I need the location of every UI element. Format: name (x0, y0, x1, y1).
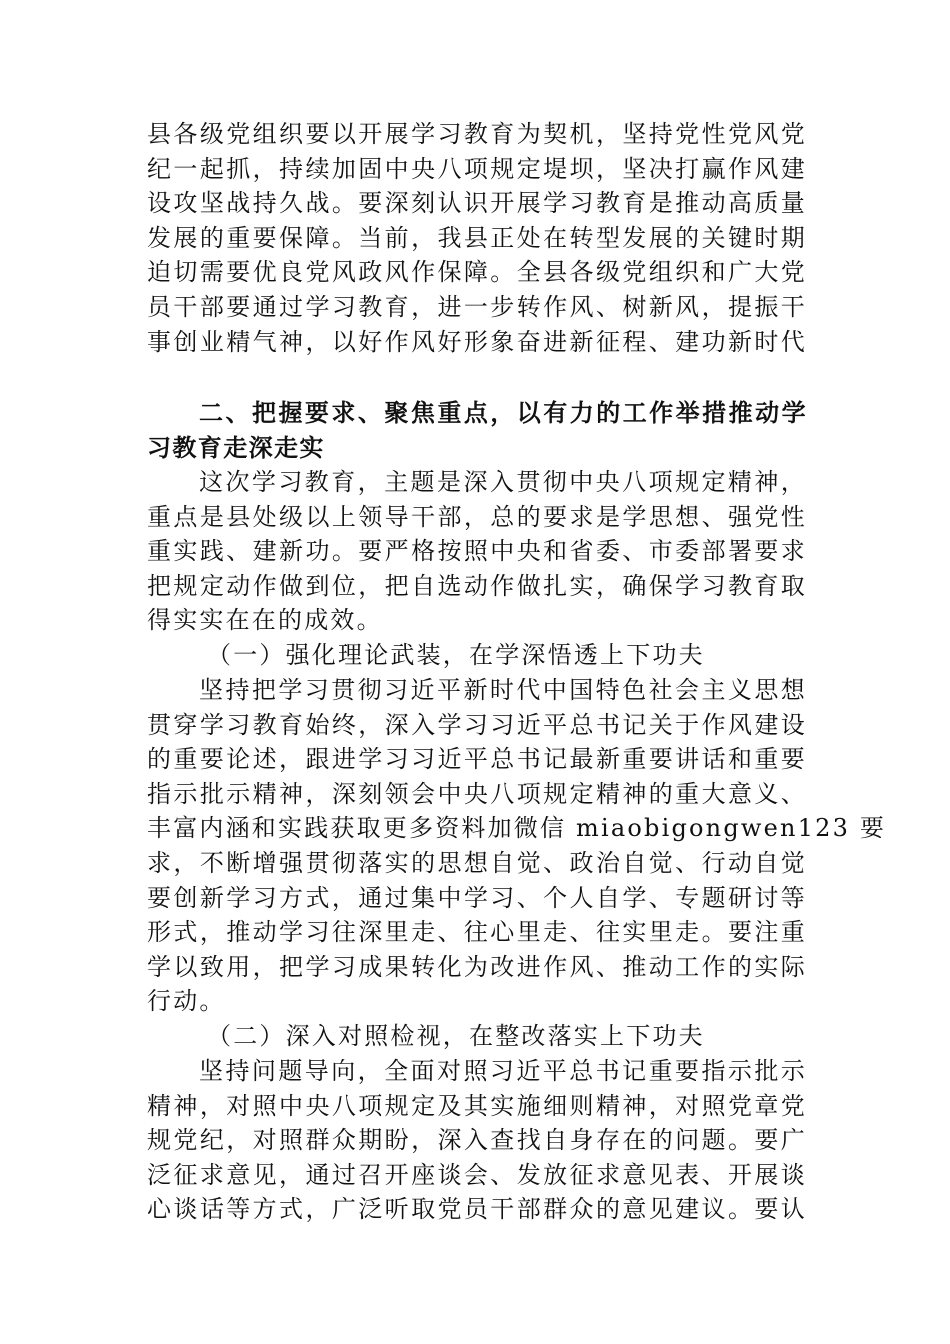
section-heading-2 (147, 396, 807, 465)
text-line: 得实实在在的成效。 (147, 606, 383, 635)
paragraph-requirements (147, 465, 807, 638)
text-line: 重点是县处级以上领导干部，总的要求是学思想、强党性 (147, 502, 807, 531)
subheading-line: （二）深入对照检视，在整改落实上下功夫 (207, 1022, 705, 1050)
subheading-line: （一）强化理论武装，在学深悟透上下功夫 (207, 641, 705, 669)
subheading-1 (147, 638, 807, 673)
text-line: 指示批示精神，深刻领会中央八项规定精神的重大意义、 (147, 779, 807, 808)
text-line: 要创新学习方式，通过集中学习、个人自学、专题研讨等 (147, 883, 807, 912)
text-line: 精神，对照中央八项规定及其实施细则精神，对照党章党 (147, 1091, 807, 1120)
text-line: 心谈话等方式，广泛听取党员干部群众的意见建议。要认 (147, 1195, 807, 1224)
text-line: 形式，推动学习往深里走、往心里走、往实里走。要注重 (147, 918, 807, 947)
text-line: 重实践、建新功。要严格按照中央和省委、市委部署要求 (147, 537, 807, 566)
text-line: 求，不断增强贯彻落实的思想自觉、政治自觉、行动自觉 (147, 848, 807, 877)
text-line: 事创业精气神，以好作风好形象奋进新征程、建功新时代 (147, 327, 807, 356)
text-line: 把规定动作做到位，把自选动作做扎实，确保学习教育取 (147, 571, 807, 600)
heading-line: 习教育走深走实 (147, 433, 325, 462)
text-line: 发展的重要保障。当前，我县正处在转型发展的关键时期 (147, 223, 807, 252)
paragraph-inspection (147, 1054, 807, 1227)
text-line: 县各级党组织要以开展学习教育为契机，坚持党性党风党 (147, 120, 807, 148)
text-line: 丰富内涵和实践获取更多资料加微信 miaobigongwen123 要 (147, 814, 887, 843)
text-line: 贯穿学习教育始终，深入学习习近平总书记关于作风建设 (147, 710, 807, 739)
text-line: 坚持把学习贯彻习近平新时代中国特色社会主义思想 (199, 676, 807, 704)
text-line: 行动。 (147, 987, 226, 1016)
text-line: 设攻坚战持久战。要深刻认识开展学习教育是推动高质量 (147, 189, 807, 218)
text-line: 泛征求意见，通过召开座谈会、发放征求意见表、开展谈 (147, 1160, 807, 1189)
text-line: 员干部要通过学习教育，进一步转作风、树新风，提振干 (147, 292, 807, 321)
text-line: 迫切需要优良党风政风作保障。全县各级党组织和广大党 (147, 258, 807, 287)
heading-line: 二、把握要求、聚焦重点，以有力的工作举措推动学 (199, 399, 807, 427)
paragraph-theory (147, 673, 887, 1019)
text-line: 这次学习教育，主题是深入贯彻中央八项规定精神， (199, 468, 807, 496)
text-line: 规党纪，对照群众期盼，深入查找自身存在的问题。要广 (147, 1126, 807, 1155)
text-line: 纪一起抓，持续加固中央八项规定堤坝，坚决打赢作风建 (147, 154, 807, 183)
subheading-2 (147, 1019, 807, 1054)
text-line: 的重要论述，跟进学习习近平总书记最新重要讲话和重要 (147, 745, 807, 774)
text-line: 学以致用，把学习成果转化为改进作风、推动工作的实际 (147, 952, 807, 981)
text-line: 坚持问题导向，全面对照习近平总书记重要指示批示 (199, 1057, 807, 1085)
paragraph-intro (147, 117, 807, 359)
